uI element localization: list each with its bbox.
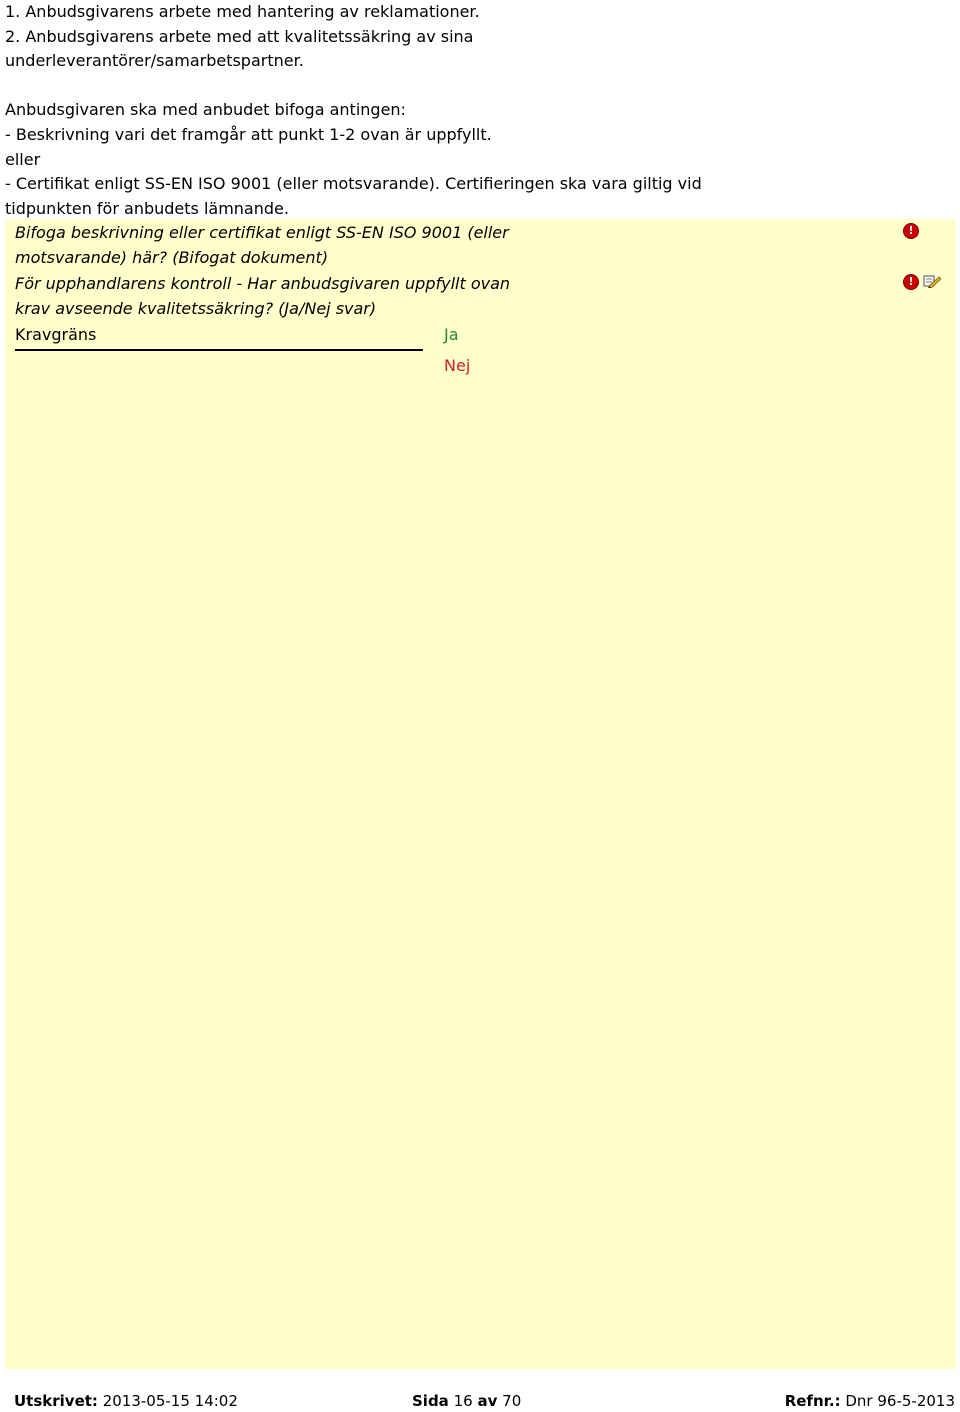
- question-text: Bifoga beskrivning eller certifikat enligt SS-EN ISO 9001 (eller: [15, 223, 509, 242]
- requirement-threshold-line: [15, 349, 423, 351]
- option-yes[interactable]: Ja: [444, 325, 459, 344]
- intro-gap: [5, 74, 955, 99]
- ref-label: Refnr.:: [784, 1392, 841, 1410]
- ref-value: Dnr 96-5-2013: [845, 1392, 955, 1410]
- question-attach-document: [15, 221, 575, 270]
- exclamation-alert-icon[interactable]: !: [903, 274, 919, 290]
- intro-line: eller: [5, 149, 41, 169]
- option-no[interactable]: Nej: [444, 356, 471, 375]
- page-footer: [0, 1390, 960, 1412]
- intro-line: - Beskrivning vari det framgår att punkt 1-2 ovan är uppfyllt.: [5, 124, 492, 144]
- page-total: 70: [502, 1392, 522, 1410]
- printed-value: 2013-05-15 14:02: [102, 1392, 238, 1410]
- requirement-threshold-label: Kravgräns: [15, 325, 97, 344]
- page-label: Sida: [412, 1392, 449, 1410]
- intro-line: tidpunkten för anbudets lämnande.: [5, 198, 289, 218]
- intro-line: 2. Anbudsgivarens arbete med att kvalitetssäkring av sina: [5, 26, 474, 46]
- printed-date: [14, 1390, 238, 1412]
- requirement-panel: [5, 219, 956, 1369]
- page-current: 16: [453, 1392, 473, 1410]
- page-number: [412, 1390, 521, 1412]
- pencil-edit-icon[interactable]: [923, 274, 941, 288]
- intro-line: underleverantörer/samarbetspartner.: [5, 51, 304, 71]
- printed-label: Utskrivet:: [14, 1392, 98, 1410]
- question-text: krav avseende kvalitetssäkring? (Ja/Nej svar): [15, 298, 377, 318]
- page-of: av: [477, 1392, 498, 1410]
- question-text: För upphandlarens kontroll - Har anbudsgivaren uppfyllt ovan: [15, 274, 511, 293]
- reference-number: [785, 1390, 955, 1412]
- exclamation-alert-icon[interactable]: !: [903, 223, 919, 239]
- intro-text: [5, 0, 955, 221]
- question-quality-check: [15, 272, 575, 321]
- intro-line: 1. Anbudsgivarens arbete med hantering av reklamationer.: [5, 2, 480, 21]
- question-text: motsvarande) här? (Bifogat dokument): [15, 247, 329, 267]
- intro-line: - Certifikat enligt SS-EN ISO 9001 (eller motsvarande). Certifieringen ska vara giltig vid: [5, 174, 702, 194]
- intro-line: Anbudsgivaren ska med anbudet bifoga antingen:: [5, 100, 406, 120]
